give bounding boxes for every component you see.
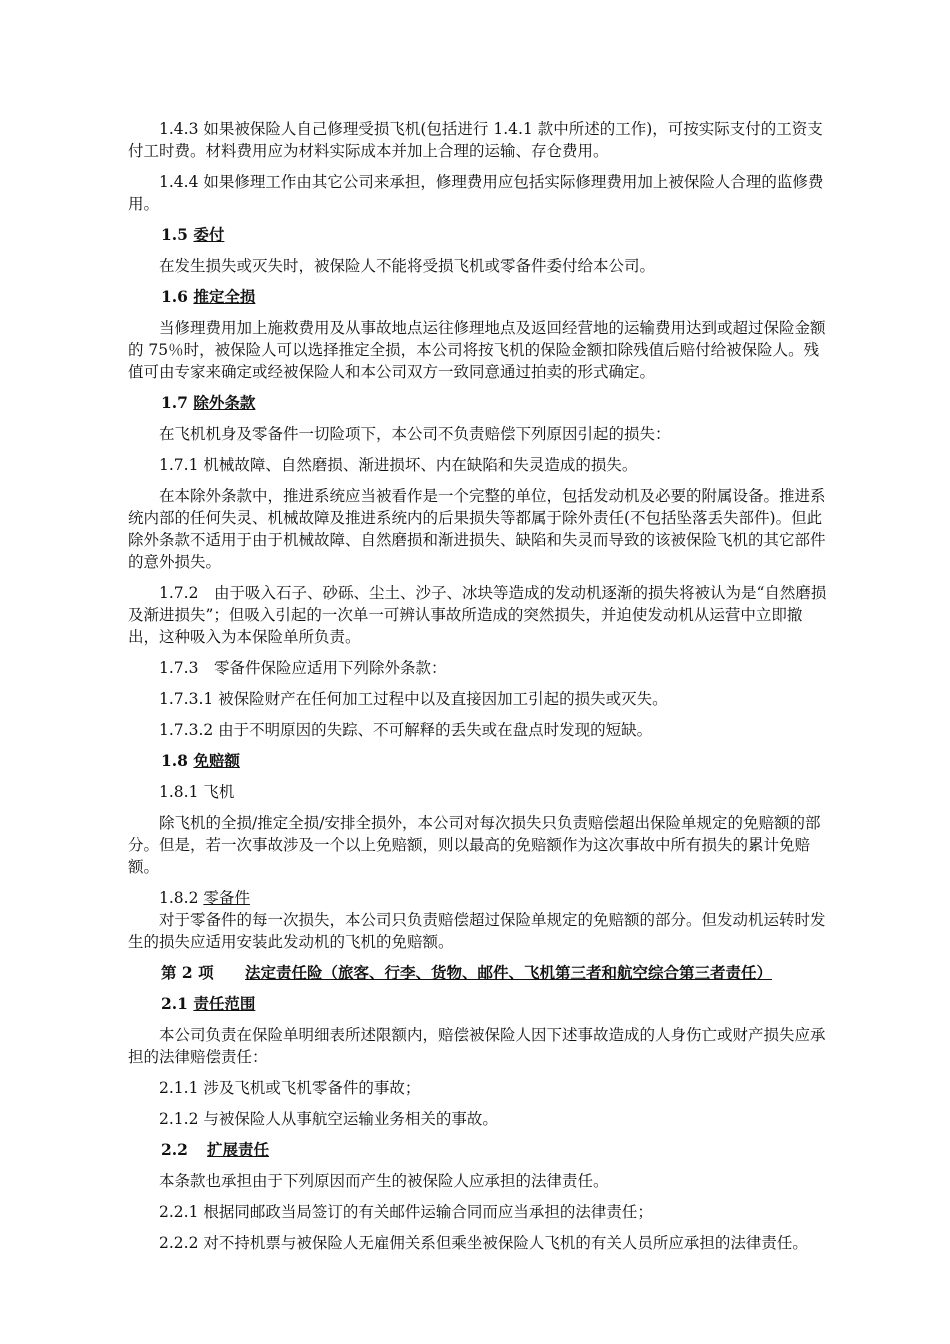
section-heading-2-1: [128, 993, 828, 1015]
section-number: 1.5: [161, 225, 188, 244]
paragraph-2-2-1: 2.2.1 根据同邮政当局签订的有关邮件运输合同而应当承担的法律责任；: [159, 1203, 653, 1221]
section-number: 2.1: [161, 994, 188, 1013]
section-heading-1-6: [128, 286, 828, 308]
paragraph-2-1-1: 2.1.1 涉及飞机或飞机零备件的事故；: [159, 1079, 421, 1097]
section-number: 1.6: [161, 287, 188, 306]
section-number: 1.8: [161, 751, 188, 770]
paragraph-1-4-3: 1.4.3 如果被保险人自己修理受损飞机(包括进行 1.4.1 款中所述的工作)，可按实际支付的工资支付工时费。材料费用应为材料实际成本并加上合理的运输、存仓费用。: [128, 120, 823, 160]
paragraph-1-6: 当修理费用加上施救费用及从事故地点运往修理地点及返回经营地的运输费用达到或超过保险金额的 75％时，被保险人可以选择推定全损，本公司将按飞机的保险金额扣除残值后赔付给被保险人。残值可由专家来确定或经被保险人和本公司双方一致同意通过拍卖的形式确定。: [128, 319, 826, 381]
paragraph-1-7-1-detail: 在本除外条款中，推进系统应当被看作是一个完整的单位，包括发动机及必要的附属设备。推进系统内部的任何失灵、机械故障及推进系统内的后果损失等都属于除外责任(不包括坠落丢失部件)。但此除外条款不适用于由于机械故障、自然磨损和渐进损失、缺陷和失灵而导致的该被保险飞机的其它部件的意外损失。: [128, 487, 826, 571]
section-number: 2.2: [161, 1140, 188, 1159]
paragraph-1-8-2-detail: 对于零备件的每一次损失，本公司只负责赔偿超过保险单规定的免赔额的部分。但发动机运转时发生的损失应适用安装此发动机的飞机的免赔额。: [128, 911, 826, 951]
paragraph-1-7-3: 1.7.3 零备件保险应适用下列除外条款：: [159, 659, 447, 677]
paragraph-1-7: 在飞机机身及零备件一切险项下，本公司不负责赔偿下列原因引起的损失：: [159, 425, 671, 443]
paragraph-2-2-2: 2.2.2 对不持机票与被保险人无雇佣关系但乘坐被保险人飞机的有关人员所应承担的法律责任。: [159, 1234, 808, 1252]
section-heading-1-8: [128, 750, 828, 772]
section-title: 扩展责任: [207, 1140, 270, 1159]
paragraph-2-1-2: 2.1.2 与被保险人从事航空运输业务相关的事故。: [159, 1110, 498, 1128]
paragraph-1-8-1: 1.8.1 飞机: [159, 783, 235, 801]
paragraph-1-5: 在发生损失或灭失时，被保险人不能将受损飞机或零备件委付给本公司。: [159, 257, 656, 275]
item-heading-2: [128, 962, 828, 984]
section-number: 1.7: [161, 393, 188, 412]
paragraph-2-1: 本公司负责在保险单明细表所述限额内，赔偿被保险人因下述事故造成的人身伤亡或财产损失应承担的法律赔偿责任：: [128, 1026, 826, 1066]
paragraph-1-7-1: 1.7.1 机械故障、自然磨损、渐进损坏、内在缺陷和失灵造成的损失。: [159, 456, 638, 474]
paragraph-1-8-1-detail: 除飞机的全损/推定全损/安排全损外，本公司对每次损失只负责赔偿超出保险单规定的免赔额的部分。但是，若一次事故涉及一个以上免赔额，则以最高的免赔额作为这次事故中所有损失的累计免赔额。: [128, 814, 821, 876]
section-title: 责任范围: [193, 994, 256, 1013]
section-title: 除外条款: [193, 393, 256, 412]
item-title: 法定责任险（旅客、行李、货物、邮件、飞机第三者和航空综合第三者责任）: [245, 963, 773, 982]
document-body: [128, 118, 828, 1254]
paragraph-1-7-3-2: 1.7.3.2 由于不明原因的失踪、不可解释的丢失或在盘点时发现的短缺。: [159, 721, 653, 739]
section-title: 委付: [193, 225, 225, 244]
section-title: 推定全损: [193, 287, 256, 306]
subsection-number: 1.8.2: [159, 889, 199, 907]
paragraph-1-8-2: [128, 887, 828, 909]
section-heading-1-5: [128, 224, 828, 246]
item-number: 第 2 项: [161, 963, 214, 982]
section-heading-1-7: [128, 392, 828, 414]
paragraph-2-2: 本条款也承担由于下列原因而产生的被保险人应承担的法律责任。: [159, 1172, 609, 1190]
paragraph-1-4-4: 1.4.4 如果修理工作由其它公司来承担，修理费用应包括实际修理费用加上被保险人合理的监修费用。: [128, 173, 824, 213]
subsection-title: 零备件: [203, 889, 250, 907]
section-title: 免赔额: [193, 751, 240, 770]
paragraph-1-7-2: 1.7.2 由于吸入石子、砂砾、尘土、沙子、冰块等造成的发动机逐渐的损失将被认为是“自然磨损及渐进损失”；但吸入引起的一次单一可辨认事故所造成的突然损失，并迫使发动机从运营中立即撤出，这种吸入为本保险单所负责。: [128, 584, 827, 646]
section-heading-2-2: [128, 1139, 828, 1161]
paragraph-1-7-3-1: 1.7.3.1 被保险财产在任何加工过程中以及直接因加工引起的损失或灭失。: [159, 690, 668, 708]
